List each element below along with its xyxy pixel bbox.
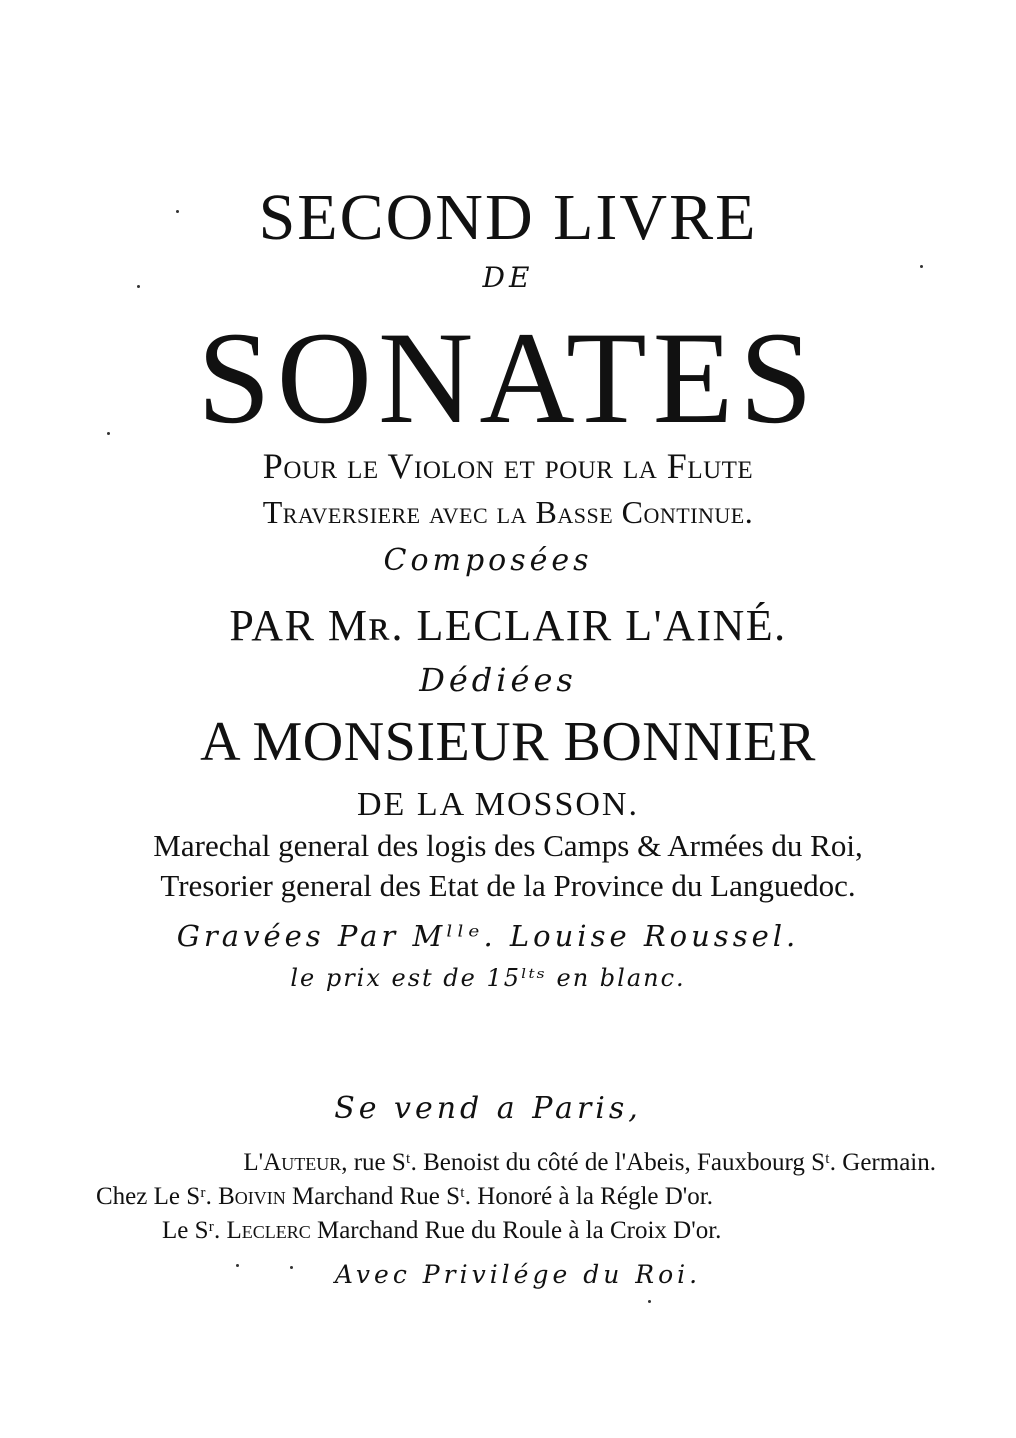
royal-privilege: Avec Privilége du Roi. (334, 1260, 702, 1289)
dedicatee-name: A MONSIEUR BONNIER (200, 711, 816, 773)
address-leclerc-name: Leclerc (226, 1217, 311, 1244)
address-author-name: L'Auteur (243, 1149, 342, 1176)
ink-speck (137, 285, 140, 288)
dedicatee-name-continued: DE LA MOSSON. (357, 786, 639, 823)
engraver-credit: Gravées Par Mˡˡᵉ. Louise Roussel. (176, 919, 800, 953)
address-leclerc (162, 1218, 721, 1243)
ink-speck (920, 265, 923, 268)
address-boivin-text: Marchand Rue Sᵗ. Honoré à la Régle D'or. (285, 1183, 713, 1210)
address-author (243, 1150, 936, 1175)
dedicatee-title-1: Marechal general des logis des Camps & Armées du Roi, (153, 828, 863, 863)
ink-speck (236, 1264, 239, 1267)
price-note: le prix est de 15ˡᵗˢ en blanc. (290, 964, 686, 992)
subtitle-line-2: Traversiere avec la Basse Continue. (262, 494, 754, 530)
dedicatee-title-2: Tresorier general des Etat de la Province du Languedoc. (160, 868, 856, 903)
sold-in-paris: Se vend a Paris, (334, 1091, 642, 1126)
connector-de: DE (482, 261, 534, 294)
address-boivin-prefix: Chez Le Sʳ. (96, 1183, 219, 1210)
dedicated-label: Dédiées (419, 661, 577, 699)
address-leclerc-prefix: Le Sʳ. (162, 1217, 227, 1244)
composer-name: PAR Mʀ. LECLAIR L'AINÉ. (229, 601, 787, 650)
ink-speck (176, 210, 179, 213)
ink-speck (290, 1266, 293, 1269)
ink-speck (107, 432, 110, 435)
composed-label: Composées (383, 543, 593, 578)
address-boivin-name: Boivin (218, 1183, 286, 1210)
ink-speck (648, 1300, 651, 1303)
address-author-text: , rue Sᵗ. Benoist du côté de l'Abeis, Fauxbourg Sᵗ. Germain. (341, 1149, 936, 1176)
subtitle-line-1: Pour le Violon et pour la Flute (262, 446, 754, 486)
heading-sonates: SONATES (197, 304, 819, 451)
heading-second-livre: SECOND LIVRE (258, 181, 758, 254)
address-leclerc-text: Marchand Rue du Roule à la Croix D'or. (310, 1217, 722, 1244)
address-boivin (96, 1184, 713, 1209)
